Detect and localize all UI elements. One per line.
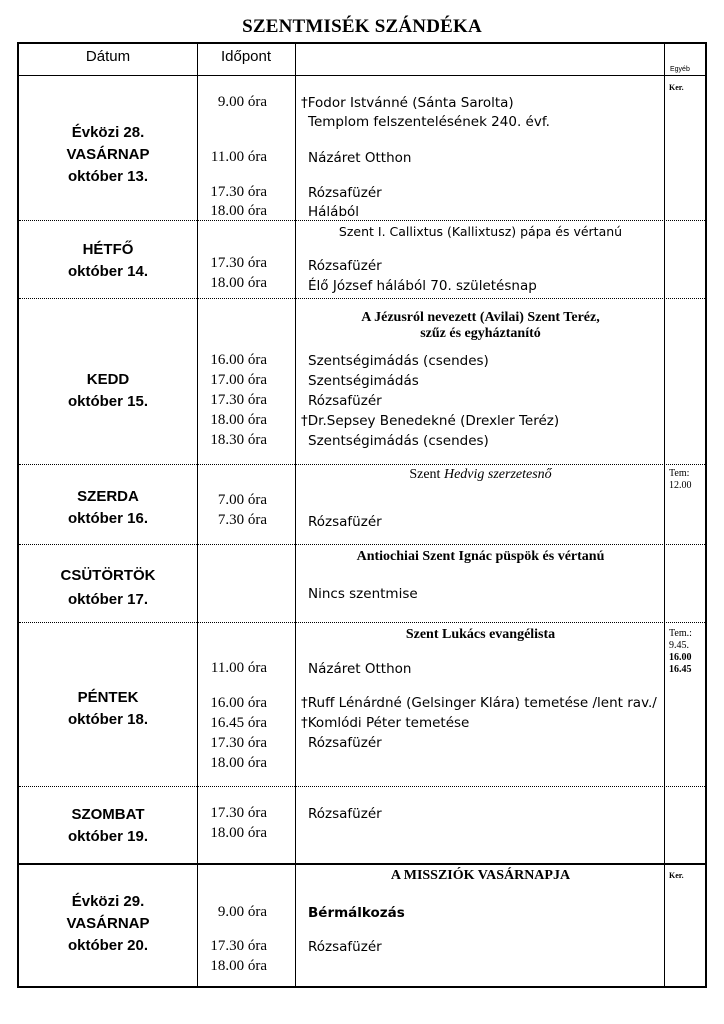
day-date-saturday-19 [19, 804, 197, 848]
column-divider-time [295, 44, 296, 986]
day-date-friday-18 [19, 687, 197, 731]
mass-time: 17.30 óra [210, 938, 267, 954]
mass-intention: Nincs szentmise [308, 586, 418, 602]
date-line: október 13. [67, 168, 149, 185]
header-other: Egyéb [670, 66, 690, 73]
day-date-thursday-17 [19, 564, 197, 612]
mass-time: 11.00 óra [210, 149, 267, 165]
date-line: október 15. [67, 393, 149, 410]
date-line: CSÜTÖRTÖK [60, 567, 156, 584]
mass-time: 18.00 óra [210, 412, 267, 428]
date-line: KEDD [86, 371, 130, 388]
feast-title: A MISSZIÓK VASÁRNAPJA [390, 868, 571, 883]
date-line: október 20. [67, 937, 149, 954]
note-ker-20: Ker. [669, 871, 684, 880]
mass-time: 17.30 óra [210, 184, 267, 200]
date-line: PÉNTEK [77, 689, 139, 706]
mass-time: 17.30 óra [210, 805, 267, 821]
note-temetes-16 [669, 468, 692, 492]
note-line: 12.00 [669, 480, 692, 491]
mass-intention: Rózsafüzér [308, 806, 382, 822]
column-divider-date [197, 44, 198, 986]
date-line: október 17. [67, 591, 149, 608]
mass-time: 16.00 óra [210, 352, 267, 368]
mass-time: 18.00 óra [210, 755, 267, 771]
feast-name: Hedvig szerzetesnő [443, 467, 552, 482]
day-divider [19, 464, 705, 465]
mass-intention: Rózsafüzér [308, 735, 382, 751]
date-line: VASÁRNAP [66, 915, 150, 932]
date-line: Évközi 29. [71, 893, 145, 910]
date-line: október 18. [67, 711, 149, 728]
day-date-sunday-13 [19, 122, 197, 188]
mass-time: 17.30 óra [210, 392, 267, 408]
mass-intention: Názáret Otthon [308, 150, 412, 166]
feast-title [298, 310, 663, 342]
mass-intentions-table [17, 42, 707, 988]
feast-title: Szent Lukács evangélista [405, 627, 556, 642]
note-line: Tem.: [669, 628, 692, 639]
mass-intention: †Fodor Istvánné (Sánta Sarolta) [301, 95, 514, 111]
week-divider [19, 863, 705, 865]
mass-time: 16.45 óra [210, 715, 267, 731]
day-date-sunday-20 [19, 891, 197, 957]
day-divider [19, 220, 705, 221]
header-divider [19, 75, 705, 76]
mass-intention: Rózsafüzér [308, 185, 382, 201]
day-divider [19, 622, 705, 623]
date-line: HÉTFŐ [82, 241, 134, 258]
column-divider-other [664, 44, 665, 986]
mass-time: 9.00 óra [217, 94, 267, 110]
mass-intention: Názáret Otthon [308, 661, 412, 677]
mass-time: 16.00 óra [210, 695, 267, 711]
day-date-tuesday-15 [19, 369, 197, 413]
mass-time: 18.00 óra [210, 275, 267, 291]
mass-time: 17.30 óra [210, 255, 267, 271]
mass-intention: †Ruff Lénárdné (Gelsinger Klára) temetése /lent rav./ [301, 695, 657, 711]
header-date: Dátum [85, 48, 131, 65]
note-line: 9.45. [669, 640, 689, 651]
mass-time: 17.30 óra [210, 735, 267, 751]
note-line: 16.45 [669, 664, 692, 675]
feast-title: Antiochiai Szent Ignác püspök és vértanú [356, 549, 605, 564]
mass-time: 18.00 óra [210, 958, 267, 974]
note-line: 16.00 [669, 652, 692, 663]
date-line: VASÁRNAP [66, 146, 150, 163]
page-title: SZENTMISÉK SZÁNDÉKA [242, 16, 482, 37]
mass-intention: Rózsafüzér [308, 393, 382, 409]
mass-intention: Szentségimádás [308, 373, 419, 389]
mass-intention: †Dr.Sepsey Benedekné (Drexler Teréz) [301, 413, 560, 429]
mass-intention: Szentségimádás (csendes) [308, 433, 489, 449]
mass-time: 11.00 óra [210, 660, 267, 676]
note-ker-13: Ker. [669, 83, 684, 92]
mass-intention: Élő József hálából 70. születésnap [308, 278, 537, 294]
mass-intention: Hálából [308, 204, 360, 220]
day-divider [19, 786, 705, 787]
feast-line: A Jézusról nevezett (Avilai) Szent Teréz, [361, 310, 600, 325]
date-line: Évközi 28. [71, 124, 145, 141]
day-date-wednesday-16 [19, 486, 197, 530]
feast-line: szűz és egyháztanító [420, 326, 541, 341]
date-line: október 14. [67, 263, 149, 280]
day-date-monday-14 [19, 239, 197, 283]
date-line: október 19. [67, 828, 149, 845]
date-line: SZOMBAT [71, 806, 145, 823]
feast-title [298, 467, 663, 483]
mass-time: 17.00 óra [210, 372, 267, 388]
mass-intention: Rózsafüzér [308, 258, 382, 274]
note-temetes-18 [669, 628, 692, 676]
mass-time: 7.00 óra [217, 492, 267, 508]
mass-intention: Rózsafüzér [308, 939, 382, 955]
mass-intention: Templom felszentelésének 240. évf. [308, 114, 550, 130]
mass-time: 18.30 óra [210, 432, 267, 448]
date-line: október 16. [67, 510, 149, 527]
mass-time: 7.30 óra [217, 512, 267, 528]
mass-intention: Bérmálkozás [308, 905, 405, 921]
mass-intention: Szentségimádás (csendes) [308, 353, 489, 369]
header-time: Időpont [220, 48, 272, 65]
feast-prefix: Szent [409, 467, 444, 482]
date-line: SZERDA [77, 488, 139, 505]
note-line: Tem: [669, 468, 690, 479]
mass-time: 18.00 óra [210, 825, 267, 841]
mass-intention: †Komlódi Péter temetése [301, 715, 470, 731]
mass-intention: Rózsafüzér [308, 514, 382, 530]
mass-time: 18.00 óra [210, 203, 267, 219]
feast-title: Szent I. Callixtus (Kallixtusz) pápa és vértanú [338, 224, 623, 239]
day-divider [19, 544, 705, 545]
mass-time: 9.00 óra [217, 904, 267, 920]
day-divider [19, 298, 705, 299]
